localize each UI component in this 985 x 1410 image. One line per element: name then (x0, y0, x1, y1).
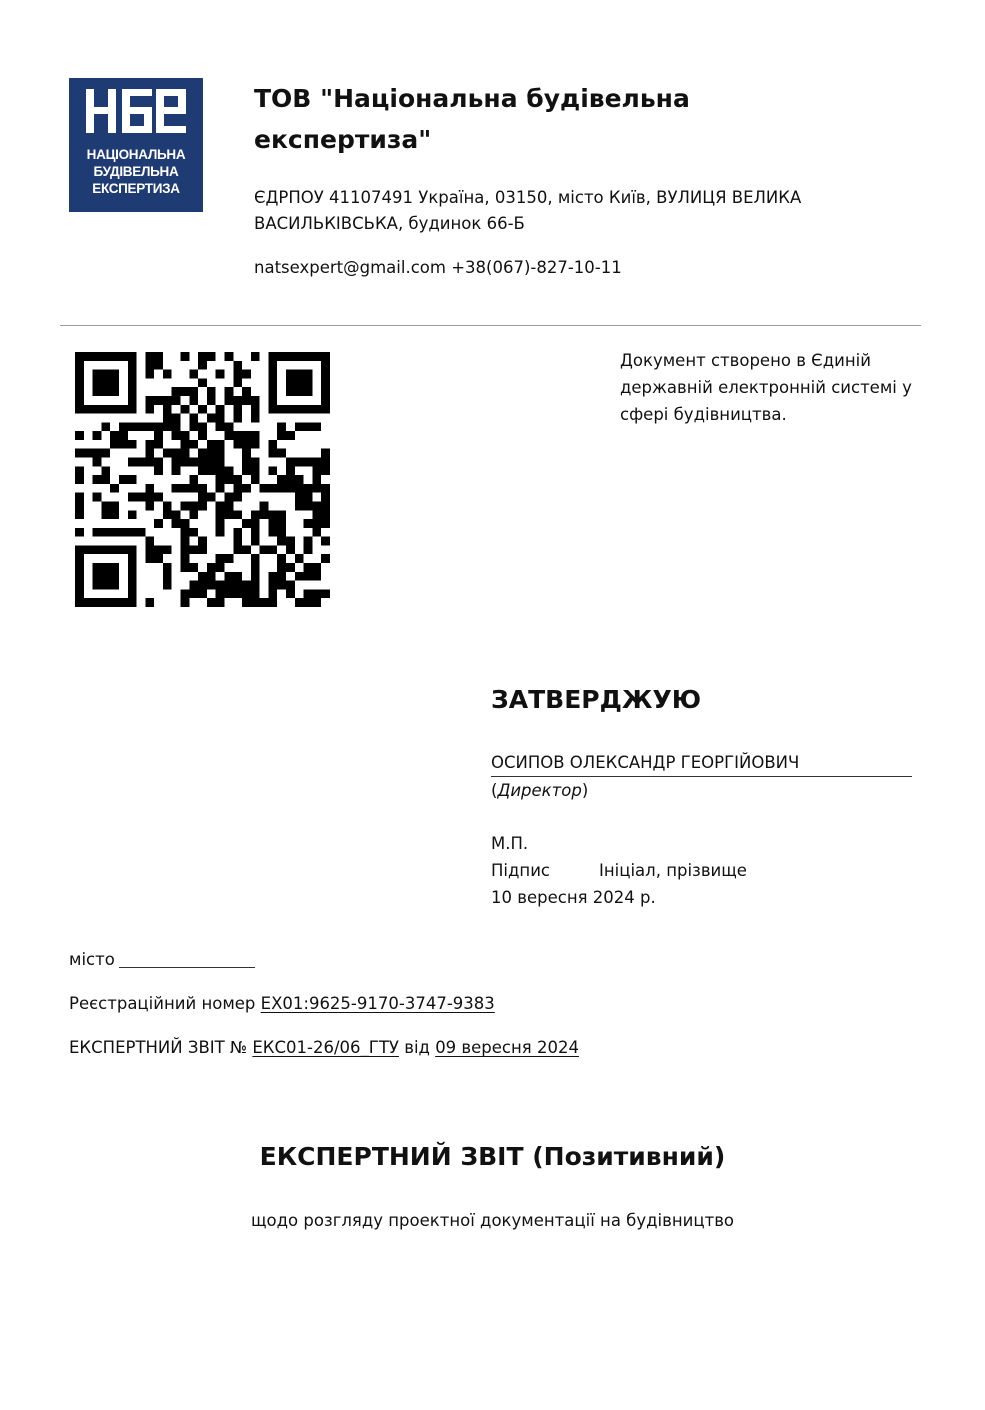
logo-letters-icon (86, 89, 186, 141)
report-number-row (69, 1035, 579, 1061)
city-row (69, 947, 255, 973)
logo-line: НАЦІОНАЛЬНА (86, 147, 186, 162)
registration-row (69, 991, 495, 1017)
initials-label: Ініціал, прізвище (599, 861, 747, 880)
report-number: ЕКС01-26/06_ГТУ (252, 1038, 399, 1057)
report-from-label: від (404, 1038, 430, 1057)
header-divider (60, 325, 921, 326)
stamp-label: М.П. (491, 834, 529, 853)
signature-label: Підпис (491, 861, 550, 880)
logo-line: БУДІВЕЛЬНА (93, 164, 179, 179)
document-origin-note: Документ створено в Єдиній державній електронній системі у сфері будівництва. (620, 351, 912, 424)
report-label: ЕКСПЕРТНИЙ ЗВІТ № (69, 1038, 248, 1057)
approver-role-text: Директор (497, 781, 582, 800)
registration-label: Реєстраційний номер (69, 994, 256, 1013)
organization-name: ТОВ "Національна будівельна експертиза" (254, 84, 690, 154)
approver-role: (Директор) (491, 781, 589, 800)
city-blank-line (119, 949, 255, 968)
document-subtitle: щодо розгляду проектної документації на будівництво (250, 1211, 735, 1230)
city-label: місто (69, 950, 115, 969)
report-date: 09 вересня 2024 (435, 1038, 579, 1057)
approval-heading: ЗАТВЕРДЖУЮ (491, 685, 702, 714)
qr-code-icon (75, 352, 330, 607)
organization-address: ЄДРПОУ 41107491 Україна, 03150, місто Київ, ВУЛИЦЯ ВЕЛИКА ВАСИЛЬКІВСЬКА, будинок 66-Б (254, 188, 802, 233)
organization-contact: natsexpert@gmail.com +38(067)-827-10-11 (254, 258, 622, 277)
approval-date: 10 вересня 2024 р. (491, 888, 656, 907)
registration-number: EX01:9625-9170-3747-9383 (260, 994, 495, 1013)
logo-text (69, 146, 203, 197)
approver-name: ОСИПОВ ОЛЕКСАНДР ГЕОРГІЙОВИЧ (491, 750, 912, 777)
logo-line: ЕКСПЕРТИЗА (92, 181, 180, 196)
company-logo (69, 78, 203, 212)
document-title: ЕКСПЕРТНИЙ ЗВІТ (Позитивний) (259, 1142, 726, 1171)
